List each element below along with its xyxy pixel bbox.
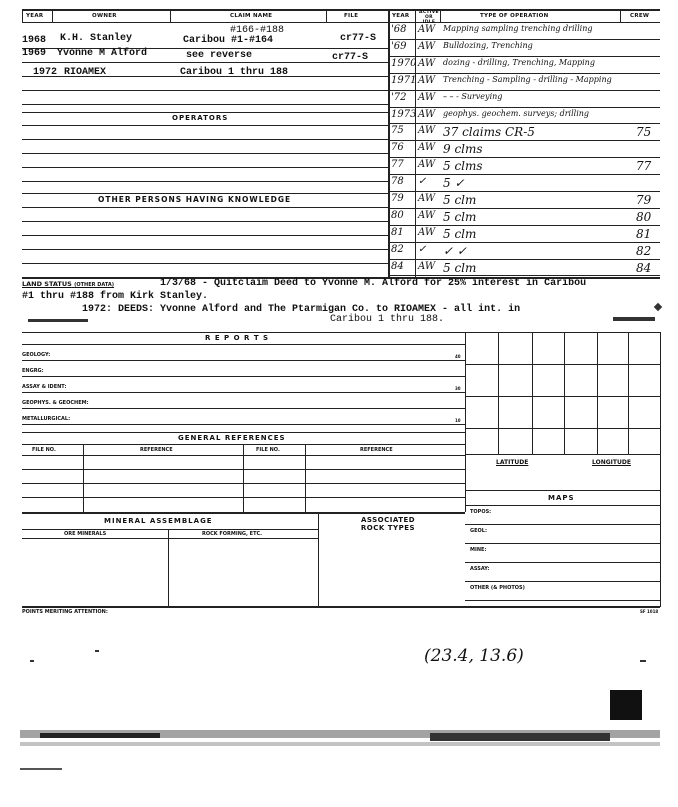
operation-type: Mapping sampling trenching drilling bbox=[443, 24, 593, 33]
map-row-label: MINE: bbox=[470, 547, 487, 553]
ore-minerals-label: ORE MINERALS bbox=[64, 531, 107, 537]
claim-name-1: Caribou #1-#164 bbox=[183, 35, 274, 46]
operation-status: AW bbox=[418, 261, 436, 272]
map-row-label: OTHER (& PHOTOS) bbox=[470, 585, 525, 591]
operation-status: ✓ bbox=[418, 176, 427, 187]
reports-title: R E P O R T S bbox=[205, 334, 270, 342]
header-type-of-operation: TYPE OF OPERATION bbox=[480, 13, 549, 19]
latitude-label: LATITUDE bbox=[496, 459, 529, 466]
operation-year: 81 bbox=[391, 227, 404, 238]
operation-type: 5 clm bbox=[443, 210, 477, 224]
owner-year-3: 1972 bbox=[33, 67, 58, 78]
operation-year: '68 bbox=[391, 24, 407, 35]
operation-year: 78 bbox=[391, 176, 404, 187]
operation-crew: 80 bbox=[636, 210, 652, 224]
map-row-label: ASSAY: bbox=[470, 566, 490, 572]
operation-year: 76 bbox=[391, 142, 404, 153]
land-status-line-4: Caribou 1 thru 188. bbox=[330, 314, 445, 325]
report-row-number: 30 bbox=[455, 386, 461, 391]
operation-year: 80 bbox=[391, 210, 404, 221]
report-row-label: GEOPHYS. & GEOCHEM: bbox=[22, 400, 89, 406]
operation-type: Trenching - Sampling - drilling - Mapping bbox=[443, 75, 612, 84]
operation-crew: 81 bbox=[636, 227, 652, 241]
land-status-label bbox=[22, 280, 114, 288]
operation-year: 1971 bbox=[391, 75, 417, 86]
form-number: SF 1018 bbox=[640, 609, 659, 614]
operation-status: AW bbox=[418, 58, 436, 69]
general-refs-title: GENERAL REFERENCES bbox=[178, 434, 286, 442]
operation-year: '69 bbox=[391, 41, 407, 52]
mineral-title: MINERAL ASSEMBLAGE bbox=[104, 517, 213, 525]
operation-type: 5 ✓ bbox=[443, 176, 465, 190]
report-row-label: GEOLOGY: bbox=[22, 352, 51, 358]
operation-crew: 84 bbox=[636, 261, 652, 275]
operation-crew: 77 bbox=[636, 159, 652, 173]
operation-status: AW bbox=[418, 109, 436, 120]
longitude-label: LONGITUDE bbox=[592, 459, 631, 466]
col-reference-2: REFERENCE bbox=[360, 447, 393, 453]
operation-year: 82 bbox=[391, 244, 404, 255]
assoc-rock-types: ASSOCIATED ROCK TYPES bbox=[360, 516, 416, 532]
operation-crew: 79 bbox=[636, 193, 652, 207]
operation-year: 77 bbox=[391, 159, 404, 170]
operation-status: AW bbox=[418, 41, 436, 52]
operation-status: AW bbox=[418, 159, 436, 170]
map-row-label: GEOL: bbox=[470, 528, 487, 534]
operation-status: AW bbox=[418, 227, 436, 238]
operation-type: 5 clm bbox=[443, 261, 477, 275]
operation-type: 5 clm bbox=[443, 227, 477, 241]
operation-type: Bulldozing, Trenching bbox=[443, 41, 533, 50]
operation-year: 1970 bbox=[391, 58, 417, 69]
owner-name-1: K.H. Stanley bbox=[60, 33, 133, 44]
report-row-number: 10 bbox=[455, 418, 461, 423]
report-row-label: METALLURGICAL: bbox=[22, 416, 71, 422]
operation-year: 79 bbox=[391, 193, 404, 204]
header-owner: OWNER bbox=[92, 13, 117, 19]
header-file: FILE bbox=[344, 13, 359, 19]
col-file-no-1: FILE NO. bbox=[32, 447, 56, 453]
operation-status: AW bbox=[418, 92, 436, 103]
operation-year: 1973 bbox=[391, 109, 417, 120]
operation-type: dozing - drilling, Trenching, Mapping bbox=[443, 58, 595, 67]
map-row-label: TOPOS: bbox=[470, 509, 492, 515]
operation-type: 5 clms bbox=[443, 159, 483, 173]
operation-type: 9 clms bbox=[443, 142, 483, 156]
land-status-sublabel: (OTHER DATA) bbox=[74, 282, 115, 288]
operation-status: AW bbox=[418, 210, 436, 221]
operation-type: 37 claims CR-5 bbox=[443, 125, 535, 139]
operation-status: AW bbox=[418, 142, 436, 153]
owner-year-1: 1968 bbox=[22, 35, 47, 46]
operation-crew: 75 bbox=[636, 125, 652, 139]
operation-year: '72 bbox=[391, 92, 407, 103]
file-2: cr77-S bbox=[332, 52, 369, 63]
header-year: YEAR bbox=[26, 13, 44, 19]
operation-status: AW bbox=[418, 193, 436, 204]
col-file-no-2: FILE NO. bbox=[256, 447, 280, 453]
report-row-label: ENGRG: bbox=[22, 368, 44, 374]
owner-name-3: RIOAMEX bbox=[64, 67, 107, 78]
operation-status: AW bbox=[418, 125, 436, 136]
maps-title: MAPS bbox=[548, 494, 575, 502]
operation-crew: 82 bbox=[636, 244, 652, 258]
land-status-line-1: 1/3/68 - Quitclaim Deed to Yvonne M. Alford for 25% interest in Caribou bbox=[160, 278, 587, 289]
coords-note: (23.4, 13.6) bbox=[424, 646, 524, 666]
col-reference-1: REFERENCE bbox=[140, 447, 173, 453]
operation-type: ✓ ✓ bbox=[443, 244, 467, 258]
operation-year: 84 bbox=[391, 261, 404, 272]
operation-status: ✓ bbox=[418, 244, 427, 255]
operation-type: 5 clm bbox=[443, 193, 477, 207]
owner-year-2: 1969 bbox=[22, 48, 47, 59]
claim-name-3: Caribou 1 thru 188 bbox=[180, 67, 289, 78]
header-active: ACTIVE OR IDLE bbox=[419, 10, 439, 25]
operation-status: AW bbox=[418, 24, 436, 35]
header-year-2: YEAR bbox=[392, 13, 410, 19]
points-meriting-label: POINTS MERITING ATTENTION: bbox=[22, 609, 108, 615]
header-crew: CREW bbox=[630, 13, 650, 19]
owner-name-2: Yvonne M Alford bbox=[57, 48, 148, 59]
claim-name-2: see reverse bbox=[186, 50, 253, 61]
file-1: cr77-S bbox=[340, 33, 377, 44]
report-row-label: ASSAY & IDENT: bbox=[22, 384, 67, 390]
land-status-line-3: 1972: DEEDS: Yvonne Alford and The Ptarmigan Co. to RIOAMEX - all int. in bbox=[82, 304, 521, 315]
operation-status: AW bbox=[418, 75, 436, 86]
operation-type: – – - Surveying bbox=[443, 92, 503, 101]
operators-label: OPERATORS bbox=[172, 114, 229, 122]
land-status-line-2: #1 thru #188 from Kirk Stanley. bbox=[22, 291, 209, 302]
claim-note-1: #166-#188 bbox=[230, 25, 285, 36]
land-status-title: LAND STATUS bbox=[22, 280, 72, 288]
header-claim-name: CLAIM NAME bbox=[230, 13, 273, 19]
other-persons-label: OTHER PERSONS HAVING KNOWLEDGE bbox=[98, 195, 292, 204]
operation-type: geophys. geochem. surveys; drilling bbox=[443, 109, 590, 118]
operation-year: 75 bbox=[391, 125, 404, 136]
report-row-number: 40 bbox=[455, 354, 461, 359]
rock-forming-label: ROCK FORMING, ETC. bbox=[202, 531, 263, 537]
